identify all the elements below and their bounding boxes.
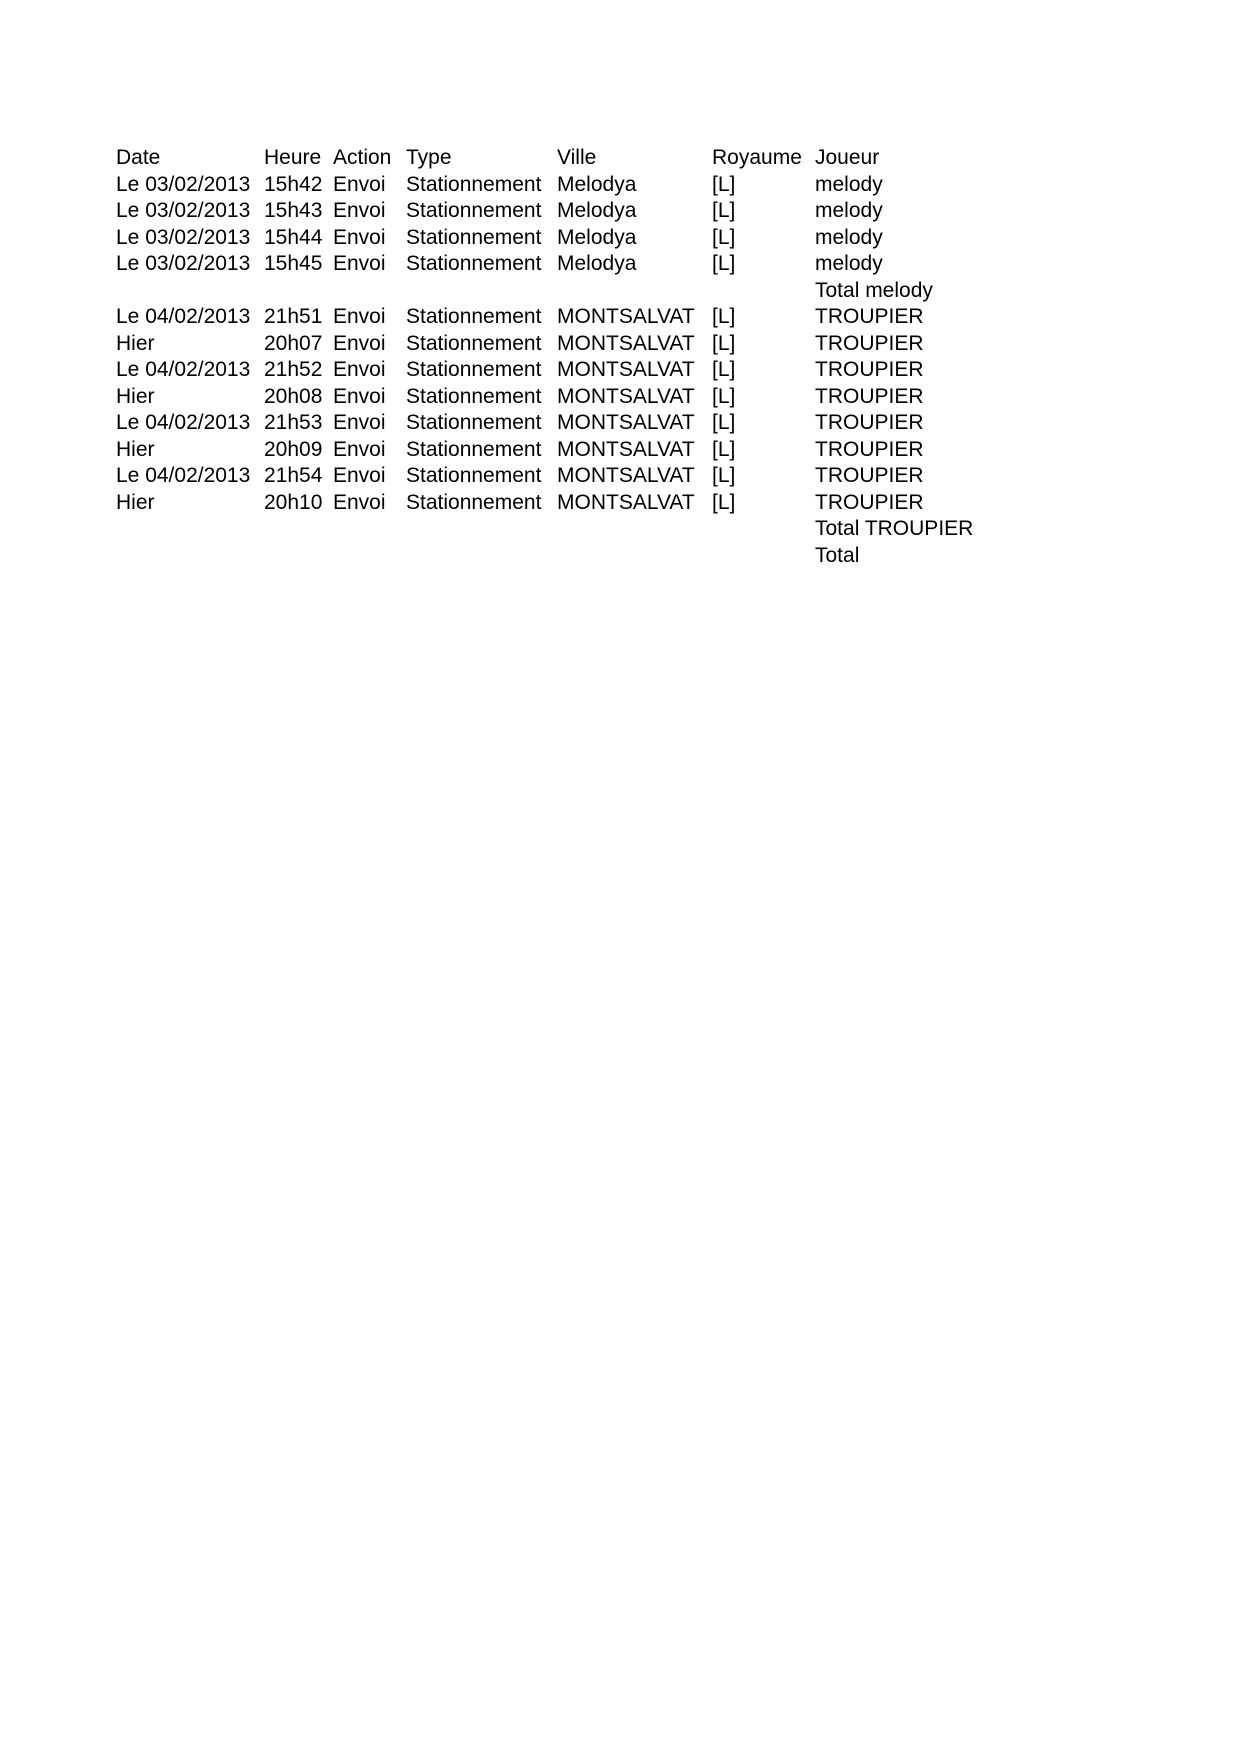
cell-royaume: [L] [712, 384, 736, 408]
cell-date: Le 04/02/2013 [116, 305, 251, 328]
cell-action: Envoi [333, 411, 386, 434]
cell-type: Stationnement [406, 305, 542, 328]
table-row [116, 490, 1015, 517]
header-type: Type [406, 146, 452, 169]
cell-ville [557, 278, 712, 305]
cell-joueur: Total [815, 543, 860, 567]
header-royaume: Royaume [712, 146, 802, 169]
cell-action: Envoi [333, 331, 386, 355]
cell-royaume: [L] [712, 358, 736, 381]
cell-heure: 20h10 [264, 490, 323, 514]
cell-heure [264, 516, 333, 543]
cell-joueur: TROUPIER [815, 305, 924, 328]
cell-joueur: TROUPIER [815, 331, 924, 355]
cell-type: Stationnement [406, 358, 542, 381]
cell-heure: 21h53 [264, 411, 323, 434]
cell-type: Stationnement [406, 384, 542, 408]
cell-royaume: [L] [712, 225, 736, 249]
cell-joueur: melody [815, 199, 883, 222]
cell-ville: Melodya [557, 252, 637, 275]
cell-joueur: melody [815, 172, 883, 196]
cell-action: Envoi [333, 199, 386, 222]
cell-type [406, 278, 557, 305]
cell-date: Le 03/02/2013 [116, 172, 251, 196]
cell-heure [264, 543, 333, 570]
cell-heure: 15h44 [264, 225, 323, 249]
cell-date [116, 516, 264, 543]
header-row [116, 145, 1015, 172]
cell-royaume: [L] [712, 490, 736, 514]
cell-ville [557, 543, 712, 570]
table-row [116, 463, 1015, 490]
cell-action: Envoi [333, 490, 386, 514]
total-row [116, 516, 1015, 543]
cell-action: Envoi [333, 464, 386, 487]
cell-heure: 21h54 [264, 464, 323, 487]
cell-type: Stationnement [406, 252, 542, 275]
table-row [116, 384, 1015, 411]
cell-royaume: [L] [712, 252, 736, 275]
cell-joueur: melody [815, 252, 883, 275]
cell-royaume: [L] [712, 437, 736, 461]
cell-date: Le 03/02/2013 [116, 252, 251, 275]
table-row [116, 304, 1015, 331]
cell-date: Le 03/02/2013 [116, 225, 251, 249]
cell-action: Envoi [333, 172, 386, 196]
cell-heure: 21h52 [264, 358, 323, 381]
cell-heure: 15h42 [264, 172, 323, 196]
cell-ville: MONTSALVAT [557, 305, 695, 328]
cell-heure [264, 278, 333, 305]
cell-joueur: TROUPIER [815, 358, 924, 381]
cell-date: Le 03/02/2013 [116, 199, 251, 222]
cell-action: Envoi [333, 384, 386, 408]
cell-action: Envoi [333, 305, 386, 328]
cell-date [116, 543, 264, 570]
cell-joueur: TROUPIER [815, 411, 924, 434]
cell-date: Hier [116, 331, 155, 355]
cell-royaume: [L] [712, 199, 736, 222]
cell-type: Stationnement [406, 437, 542, 461]
cell-type [406, 516, 557, 543]
total-row [116, 278, 1015, 305]
cell-ville: MONTSALVAT [557, 358, 695, 381]
table-row [116, 410, 1015, 437]
cell-royaume [712, 278, 815, 305]
cell-ville: Melodya [557, 225, 637, 249]
cell-joueur: melody [815, 225, 883, 249]
cell-action: Envoi [333, 225, 386, 249]
cell-royaume: [L] [712, 411, 736, 434]
cell-ville: Melodya [557, 172, 637, 196]
cell-date: Hier [116, 384, 155, 408]
cell-date: Le 04/02/2013 [116, 411, 251, 434]
table-row [116, 357, 1015, 384]
cell-joueur: TROUPIER [815, 437, 924, 461]
cell-type: Stationnement [406, 199, 542, 222]
spreadsheet-page [116, 145, 1015, 569]
table-row [116, 225, 1015, 252]
cell-heure: 20h08 [264, 384, 323, 408]
cell-date: Hier [116, 490, 155, 514]
cell-joueur: TROUPIER [815, 384, 924, 408]
cell-ville: Melodya [557, 199, 637, 222]
cell-type: Stationnement [406, 172, 542, 196]
cell-royaume [712, 543, 815, 570]
cell-action [333, 278, 406, 305]
cell-date: Hier [116, 437, 155, 461]
cell-ville: MONTSALVAT [557, 490, 695, 514]
cell-royaume: [L] [712, 464, 736, 487]
header-date: Date [116, 146, 161, 169]
table-row [116, 172, 1015, 199]
cell-date [116, 278, 264, 305]
cell-date: Le 04/02/2013 [116, 358, 251, 381]
header-action: Action [333, 146, 392, 169]
cell-ville [557, 516, 712, 543]
cell-type: Stationnement [406, 331, 542, 355]
total-row [116, 543, 1015, 570]
cell-type: Stationnement [406, 464, 542, 487]
cell-heure: 15h43 [264, 199, 323, 222]
cell-joueur: TROUPIER [815, 490, 924, 514]
cell-royaume [712, 516, 815, 543]
cell-joueur: Total melody [815, 278, 933, 302]
cell-heure: 21h51 [264, 305, 323, 328]
cell-action [333, 516, 406, 543]
cell-ville: MONTSALVAT [557, 384, 695, 408]
cell-date: Le 04/02/2013 [116, 464, 251, 487]
cell-ville: MONTSALVAT [557, 411, 695, 434]
report-table [116, 145, 1015, 569]
cell-ville: MONTSALVAT [557, 331, 695, 355]
cell-joueur: Total TROUPIER [815, 517, 974, 540]
cell-joueur: TROUPIER [815, 464, 924, 487]
header-joueur: Joueur [815, 146, 880, 169]
cell-type: Stationnement [406, 225, 542, 249]
header-ville: Ville [557, 146, 597, 169]
table-row [116, 331, 1015, 358]
cell-action: Envoi [333, 252, 386, 275]
cell-heure: 20h07 [264, 331, 323, 355]
cell-royaume: [L] [712, 305, 736, 328]
cell-royaume: [L] [712, 331, 736, 355]
cell-royaume: [L] [712, 172, 736, 196]
table-body [116, 172, 1015, 570]
table-row [116, 198, 1015, 225]
cell-action: Envoi [333, 437, 386, 461]
cell-heure: 15h45 [264, 252, 323, 275]
table-row [116, 437, 1015, 464]
cell-type [406, 543, 557, 570]
cell-ville: MONTSALVAT [557, 464, 695, 487]
cell-type: Stationnement [406, 490, 542, 514]
header-heure: Heure [264, 146, 322, 169]
cell-action: Envoi [333, 358, 386, 381]
cell-action [333, 543, 406, 570]
cell-heure: 20h09 [264, 437, 323, 461]
table-row [116, 251, 1015, 278]
cell-ville: MONTSALVAT [557, 437, 695, 461]
cell-type: Stationnement [406, 411, 542, 434]
